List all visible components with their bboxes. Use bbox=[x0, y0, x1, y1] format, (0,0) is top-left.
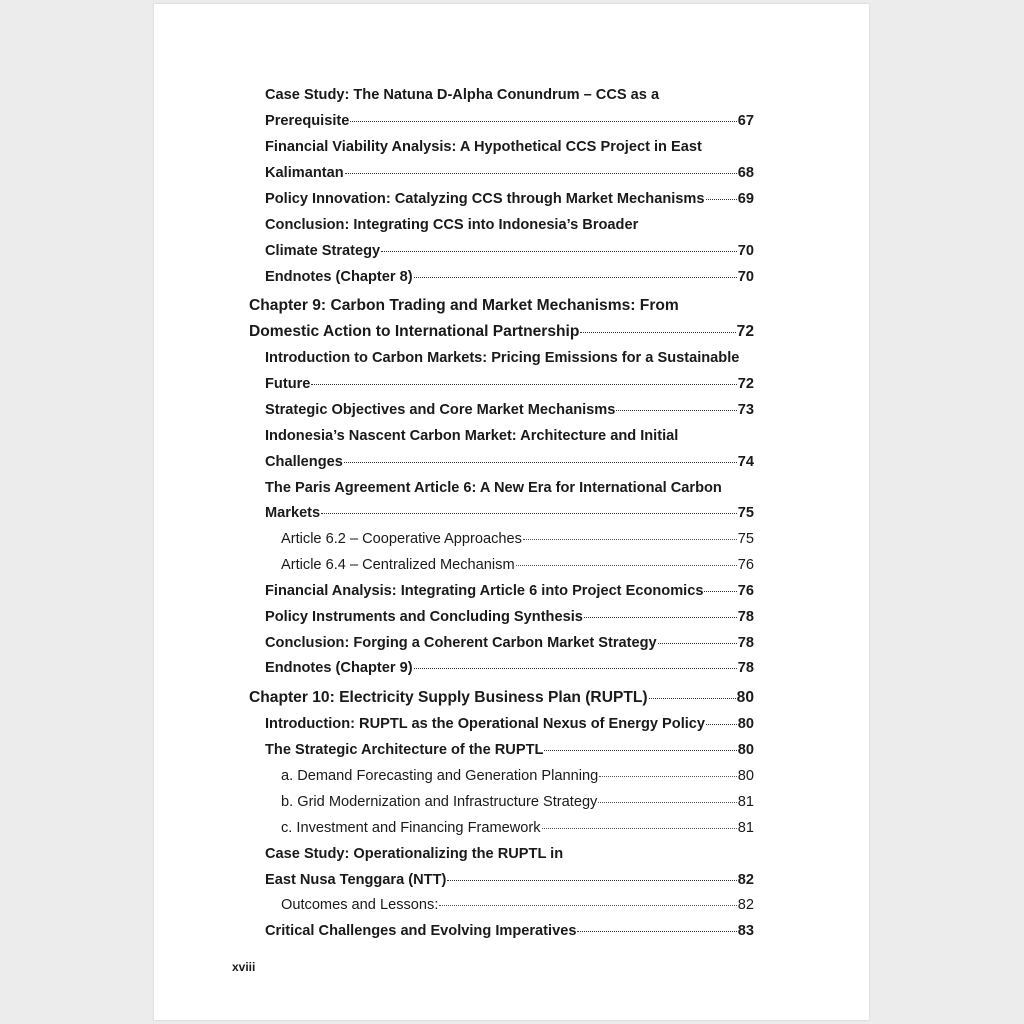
toc-entry[interactable] bbox=[265, 922, 754, 940]
toc-entry[interactable] bbox=[265, 659, 754, 677]
dot-leader bbox=[381, 251, 737, 252]
dot-leader bbox=[616, 410, 736, 411]
toc-entry-title: Critical Challenges and Evolving Imperatives bbox=[265, 923, 577, 939]
dot-leader bbox=[598, 802, 736, 803]
toc-page-number: 75 bbox=[737, 505, 754, 521]
toc-page-number: 72 bbox=[737, 376, 754, 392]
toc-entry-title: Article 6.4 – Centralized Mechanism bbox=[281, 557, 515, 573]
toc-entry-title: Climate Strategy bbox=[265, 243, 381, 259]
toc-entry-title: Introduction to Carbon Markets: Pricing Emissions for a Sustainable bbox=[265, 350, 740, 366]
toc-entry-title: The Strategic Architecture of the RUPTL bbox=[265, 742, 544, 758]
dot-leader bbox=[447, 880, 736, 881]
dot-leader bbox=[321, 513, 737, 514]
dot-leader bbox=[350, 121, 736, 122]
dot-leader bbox=[523, 539, 737, 540]
page-number-folio: xviii bbox=[232, 960, 256, 974]
toc-entry-title: Future bbox=[265, 376, 311, 392]
toc-page-number: 81 bbox=[737, 794, 754, 810]
toc-entry[interactable] bbox=[265, 242, 754, 260]
toc-entry-title: Outcomes and Lessons: bbox=[281, 897, 439, 913]
dot-leader bbox=[311, 384, 736, 385]
toc-entry[interactable] bbox=[265, 112, 754, 130]
toc-entry[interactable] bbox=[281, 896, 754, 914]
toc-entry-title: c. Investment and Financing Framework bbox=[281, 820, 541, 836]
toc-entry[interactable] bbox=[265, 401, 754, 419]
toc-entry[interactable] bbox=[265, 608, 754, 626]
toc-entry[interactable] bbox=[265, 375, 754, 393]
toc-entry-title: Domestic Action to International Partnership bbox=[249, 323, 580, 340]
toc-page-number: 76 bbox=[737, 583, 754, 599]
toc-page-number: 80 bbox=[737, 716, 754, 732]
dot-leader bbox=[414, 668, 737, 669]
toc-entry[interactable] bbox=[265, 741, 754, 759]
dot-leader bbox=[580, 332, 735, 333]
toc-entry[interactable] bbox=[265, 216, 754, 234]
toc-entry[interactable] bbox=[265, 634, 754, 652]
toc-entry-title: Case Study: The Natuna D-Alpha Conundrum – CCS as a bbox=[265, 87, 660, 103]
toc-entry[interactable] bbox=[265, 453, 754, 471]
toc-entry[interactable] bbox=[265, 268, 754, 286]
toc-entry-title: Chapter 9: Carbon Trading and Market Mechanisms: From bbox=[249, 297, 679, 314]
toc-page-number: 70 bbox=[737, 269, 754, 285]
toc-page-number: 72 bbox=[736, 323, 754, 340]
toc-page-number: 81 bbox=[737, 820, 754, 836]
dot-leader bbox=[345, 173, 737, 174]
toc-entry-title: a. Demand Forecasting and Generation Planning bbox=[281, 768, 599, 784]
toc-page-number: 68 bbox=[737, 165, 754, 181]
toc-page-number: 80 bbox=[737, 768, 754, 784]
toc-entry[interactable] bbox=[265, 715, 754, 733]
dot-leader bbox=[649, 698, 736, 699]
toc-page-number: 70 bbox=[737, 243, 754, 259]
dot-leader bbox=[706, 199, 737, 200]
dot-leader bbox=[599, 776, 737, 777]
dot-leader bbox=[658, 643, 737, 644]
toc-entry-title: East Nusa Tenggara (NTT) bbox=[265, 872, 447, 888]
toc-entry-title: Conclusion: Integrating CCS into Indonesia’s Broader bbox=[265, 217, 639, 233]
toc-page-number: 73 bbox=[737, 402, 754, 418]
toc-entry[interactable] bbox=[281, 819, 754, 837]
toc-page-number: 78 bbox=[737, 609, 754, 625]
dot-leader bbox=[577, 931, 736, 932]
toc-entry-title: Policy Instruments and Concluding Synthesis bbox=[265, 609, 583, 625]
toc-page-number: 82 bbox=[737, 872, 754, 888]
toc-entry-title: Introduction: RUPTL as the Operational Nexus of Energy Policy bbox=[265, 716, 706, 732]
toc-entry[interactable] bbox=[265, 504, 754, 522]
toc-entry[interactable] bbox=[265, 190, 754, 208]
dot-leader bbox=[439, 905, 736, 906]
toc-chapter-entry[interactable] bbox=[249, 689, 754, 707]
toc-entry-title: Indonesia’s Nascent Carbon Market: Architecture and Initial bbox=[265, 428, 679, 444]
toc-entry-title: Challenges bbox=[265, 454, 343, 470]
toc-chapter-entry[interactable] bbox=[249, 323, 754, 341]
toc-entry-title: Article 6.2 – Cooperative Approaches bbox=[281, 531, 522, 547]
toc-entry[interactable] bbox=[281, 556, 754, 574]
toc-entry-title: Endnotes (Chapter 9) bbox=[265, 660, 413, 676]
toc-entry-title: Policy Innovation: Catalyzing CCS through Market Mechanisms bbox=[265, 191, 705, 207]
dot-leader bbox=[516, 565, 737, 566]
dot-leader bbox=[704, 591, 736, 592]
toc-entry[interactable] bbox=[265, 845, 754, 863]
toc-page-number: 82 bbox=[737, 897, 754, 913]
toc-entry[interactable] bbox=[265, 582, 754, 600]
dot-leader bbox=[542, 828, 737, 829]
toc-entry[interactable] bbox=[265, 479, 754, 497]
toc-page-number: 76 bbox=[737, 557, 754, 573]
toc-entry[interactable] bbox=[281, 530, 754, 548]
dot-leader bbox=[544, 750, 736, 751]
toc-chapter-entry[interactable] bbox=[249, 297, 754, 315]
dot-leader bbox=[584, 617, 737, 618]
toc-entry-title: Markets bbox=[265, 505, 321, 521]
toc-page-number: 75 bbox=[737, 531, 754, 547]
toc-entry[interactable] bbox=[281, 767, 754, 785]
toc-page-number: 80 bbox=[736, 689, 754, 706]
toc-page-number: 69 bbox=[737, 191, 754, 207]
dot-leader bbox=[706, 724, 737, 725]
document-page bbox=[154, 4, 869, 1020]
toc-page-number: 67 bbox=[737, 113, 754, 129]
dot-leader bbox=[414, 277, 737, 278]
toc-page-number: 83 bbox=[737, 923, 754, 939]
toc-entry[interactable] bbox=[265, 427, 754, 445]
toc-entry-title: Prerequisite bbox=[265, 113, 350, 129]
table-of-contents bbox=[154, 4, 869, 1020]
toc-entry-title: Endnotes (Chapter 8) bbox=[265, 269, 413, 285]
dot-leader bbox=[344, 462, 737, 463]
toc-entry[interactable] bbox=[265, 164, 754, 182]
toc-entry[interactable] bbox=[265, 86, 754, 104]
toc-entry-title: Strategic Objectives and Core Market Mechanisms bbox=[265, 402, 616, 418]
toc-entry-title: The Paris Agreement Article 6: A New Era for International Carbon bbox=[265, 480, 722, 496]
toc-entry[interactable] bbox=[265, 349, 754, 367]
toc-entry-title: Conclusion: Forging a Coherent Carbon Market Strategy bbox=[265, 635, 657, 651]
toc-page-number: 74 bbox=[737, 454, 754, 470]
toc-entry-title: Case Study: Operationalizing the RUPTL in bbox=[265, 846, 564, 862]
toc-entry[interactable] bbox=[281, 793, 754, 811]
toc-entry[interactable] bbox=[265, 871, 754, 889]
toc-entry-title: b. Grid Modernization and Infrastructure Strategy bbox=[281, 794, 598, 810]
toc-entry-title: Financial Analysis: Integrating Article 6 into Project Economics bbox=[265, 583, 704, 599]
toc-entry[interactable] bbox=[265, 138, 754, 156]
toc-page-number: 80 bbox=[737, 742, 754, 758]
toc-entry-title: Chapter 10: Electricity Supply Business Plan (RUPTL) bbox=[249, 689, 648, 706]
toc-entry-title: Kalimantan bbox=[265, 165, 344, 181]
toc-entry-title: Financial Viability Analysis: A Hypothetical CCS Project in East bbox=[265, 139, 702, 155]
toc-page-number: 78 bbox=[737, 660, 754, 676]
toc-page-number: 78 bbox=[737, 635, 754, 651]
